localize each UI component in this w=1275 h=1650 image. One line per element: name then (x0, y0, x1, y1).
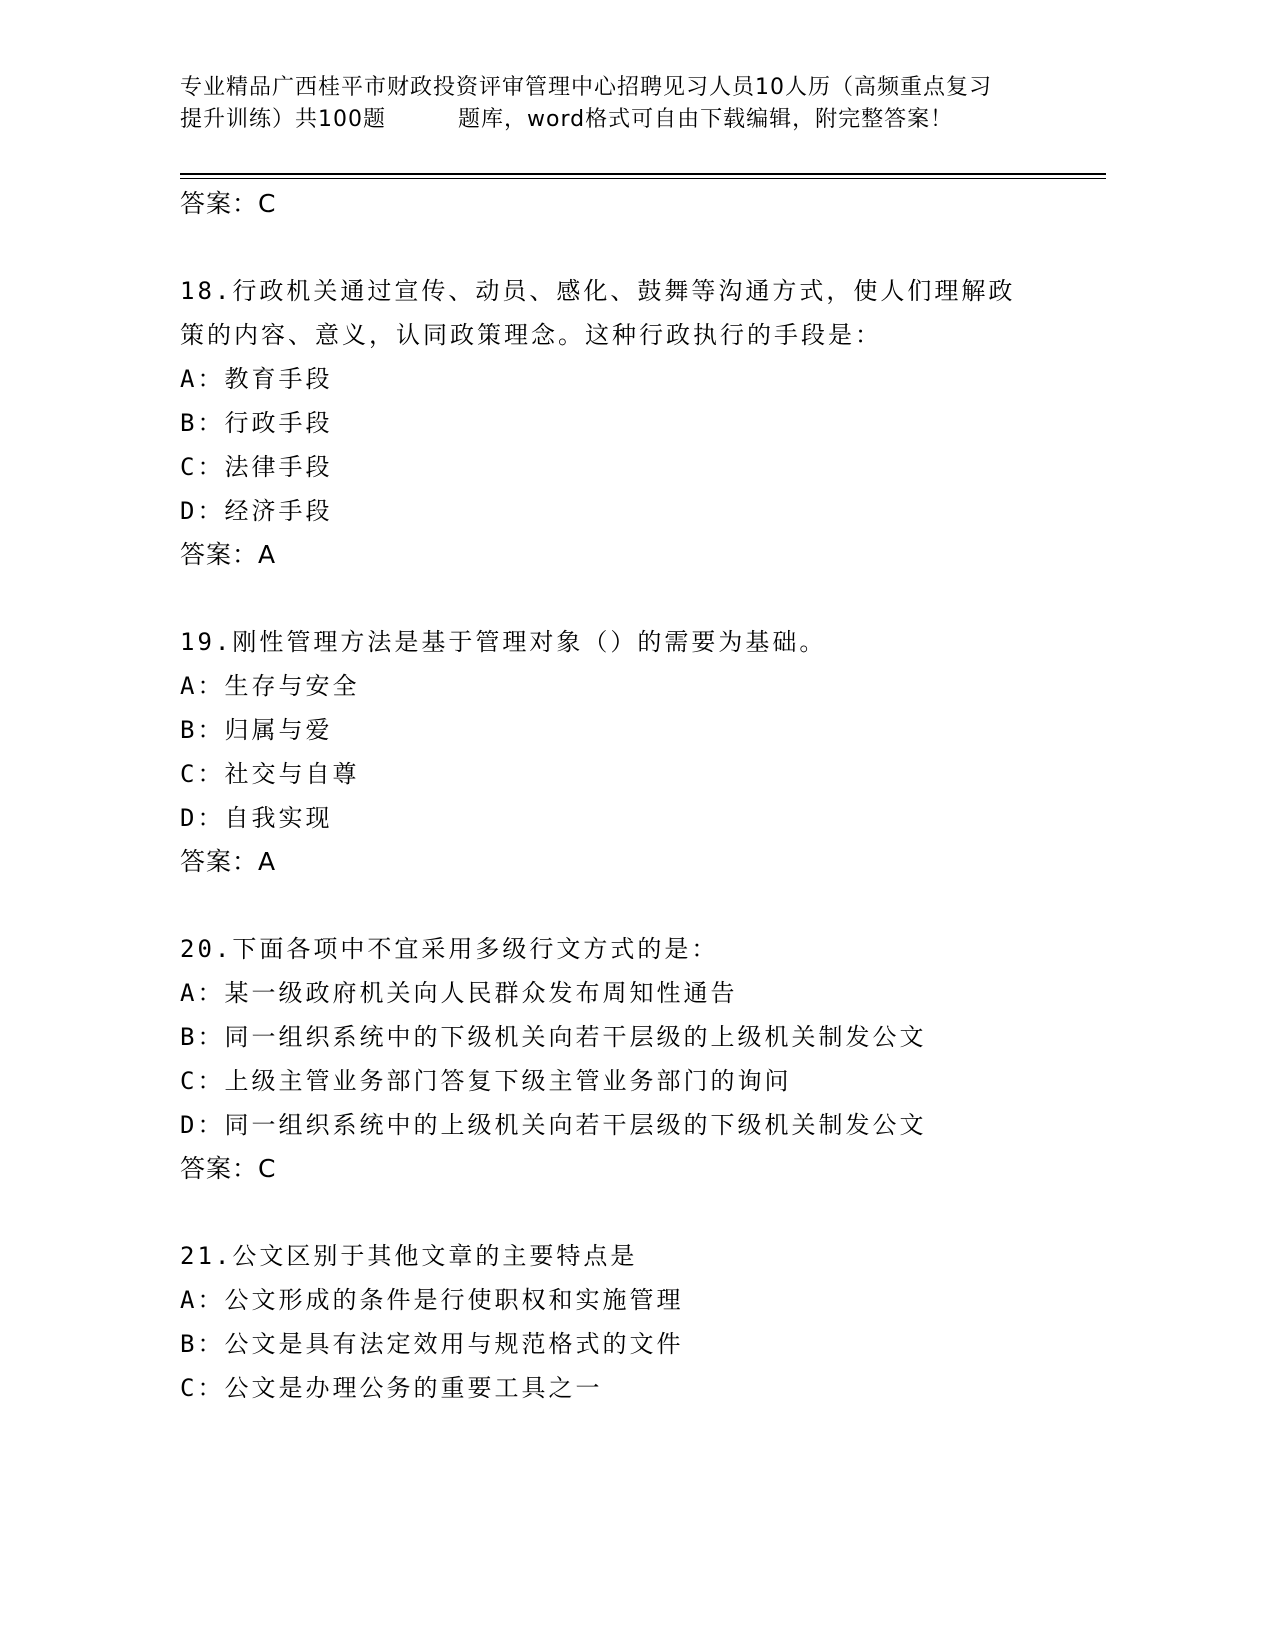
answer-line: 答案：A (180, 847, 277, 876)
option-c: C：法律手段 (180, 453, 333, 481)
option-a: A：教育手段 (180, 365, 333, 393)
question-stem: 18.行政机关通过宣传、动员、感化、鼓舞等沟通方式，使人们理解政 (180, 277, 1016, 305)
option-c: C：上级主管业务部门答复下级主管业务部门的询问 (180, 1067, 792, 1095)
question-block-18 (180, 269, 1080, 577)
answer-line: 答案：A (180, 540, 277, 569)
question-block-19 (180, 620, 1080, 884)
option-b: B：行政手段 (180, 409, 333, 437)
option-d: D：同一组织系统中的上级机关向若干层级的下级机关制发公文 (180, 1111, 927, 1139)
header-title-line-1: 专业精品广西桂平市财政投资评审管理中心招聘见习人员10人历（高频重点复习 (180, 75, 992, 100)
header-divider-thin (180, 178, 1106, 179)
option-d: D：自我实现 (180, 804, 333, 832)
option-a: A：公文形成的条件是行使职权和实施管理 (180, 1286, 684, 1314)
option-a: A：生存与安全 (180, 672, 360, 700)
question-stem: 策的内容、意义，认同政策理念。这种行政执行的手段是： (180, 321, 882, 349)
header-title-line-2-left: 提升训练）共100题 (180, 107, 386, 132)
document-header (180, 72, 1060, 136)
option-b: B：同一组织系统中的下级机关向若干层级的上级机关制发公文 (180, 1023, 927, 1051)
option-c: C：公文是办理公务的重要工具之一 (180, 1374, 603, 1402)
document-body (180, 182, 1080, 1410)
option-d: D：经济手段 (180, 497, 333, 525)
header-divider-thick (180, 173, 1106, 175)
question-block-21 (180, 1234, 1080, 1410)
question-stem: 20.下面各项中不宜采用多级行文方式的是： (180, 935, 719, 963)
question-stem: 21.公文区别于其他文章的主要特点是 (180, 1242, 638, 1270)
option-c: C：社交与自尊 (180, 760, 360, 788)
option-a: A：某一级政府机关向人民群众发布周知性通告 (180, 979, 738, 1007)
option-b: B：公文是具有法定效用与规范格式的文件 (180, 1330, 684, 1358)
header-title-line-2 (180, 104, 1060, 136)
question-block-20 (180, 927, 1080, 1191)
option-b: B：归属与爱 (180, 716, 333, 744)
answer-line: 答案：C (180, 1154, 277, 1183)
header-title-line-2-right: 题库，word格式可自由下载编辑，附完整答案！ (458, 107, 954, 132)
answer-line: 答案：C (180, 189, 277, 218)
question-stem: 19.刚性管理方法是基于管理对象（）的需要为基础。 (180, 628, 827, 656)
